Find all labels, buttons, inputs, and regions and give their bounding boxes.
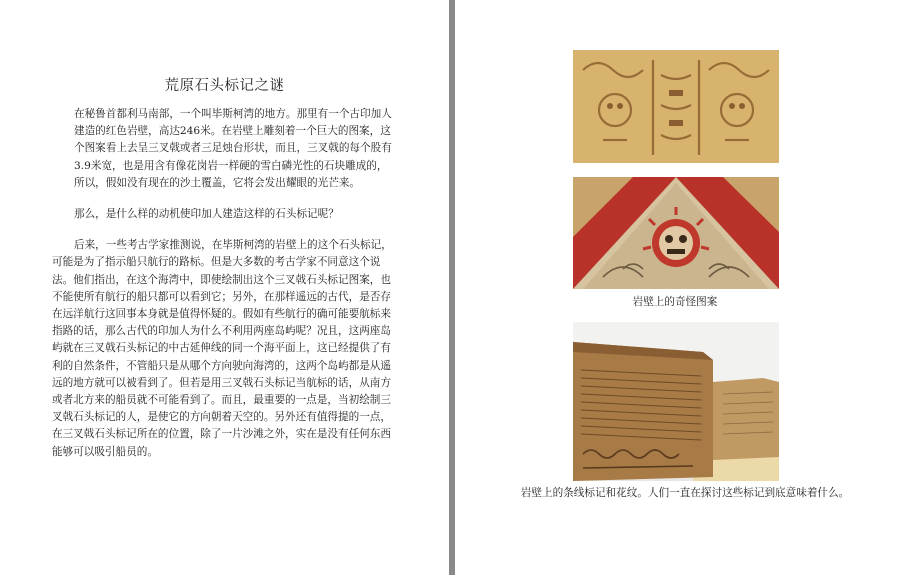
right-page	[455, 0, 900, 575]
article-title: 荒原石头标记之谜	[164, 78, 285, 94]
golden-relief-photo	[573, 50, 779, 163]
red-face-relief-image	[573, 177, 779, 289]
caption-strange-pattern: 岩壁上的奇怪图案	[632, 296, 718, 308]
caption-line-markings: 岩壁上的条线标记和花纹。人们一直在探讨这些标记到底意味着什么。	[520, 487, 850, 499]
paragraph-3: 后来，一些考古学家推测说，在毕斯柯湾的岩壁上的这个石头标记，可能是为了指示船只航行的路标。但是大多数的考古学家不同意这个说法。他们指出，在这个海湾中，即使绘制出这个三叉戟石头标记图案，也不能使所有航行的船只都可以看到它；另外，在那样遥远的古代，是否存在远洋航行这回事本身就是值得怀疑的。假如有些航行的确可能要航标来指路的话，那么古代的印加人为什么不利用两座岛屿呢？况且，这两座岛屿就在三叉戟石头标记的中古延伸线的同一个海平面上，这已经提供了有利的自然条件，不管船只是从哪个方向驶向海湾的，这两个岛屿都是从遥远的地方就可以被看到了。但若是用三叉戟石头标记当航标的话，从南方或者北方来的船员就不可能看到了。而且，最重要的一点是，当初绘制三叉戟石头标记的人，是使它的方向朝着天空的。另外还有值得提的一点，在三叉戟石头标记所在的位置，除了一片沙滩之外，实在是没有任何东西能够可以吸引船员的。	[52, 239, 392, 458]
paragraph-2: 那么，是什么样的动机使印加人建造这样的石头标记呢？	[74, 208, 339, 221]
article-body	[52, 106, 397, 461]
red-face-relief-photo	[573, 177, 779, 289]
paragraph-1: 在秘鲁首都利马南部，一个叫毕斯柯湾的地方。那里有一个古印加人建造的红色岩壁，高达246米。在岩壁上雕刻着一个巨大的图案，这个图案看上去呈三叉戟或者三足烛台形状，而且，三叉戟的每个股有3.9米宽，也是用含有像花岗岩一样硬的雪白磷光性的石块雕成的，所以，假如没有现在的沙土覆盖，它将会发出耀眼的光芒来。	[74, 108, 392, 189]
left-page	[0, 0, 449, 575]
carved-wall-photo	[573, 322, 779, 481]
carved-wall-image	[573, 322, 779, 481]
golden-relief-image	[573, 50, 779, 163]
